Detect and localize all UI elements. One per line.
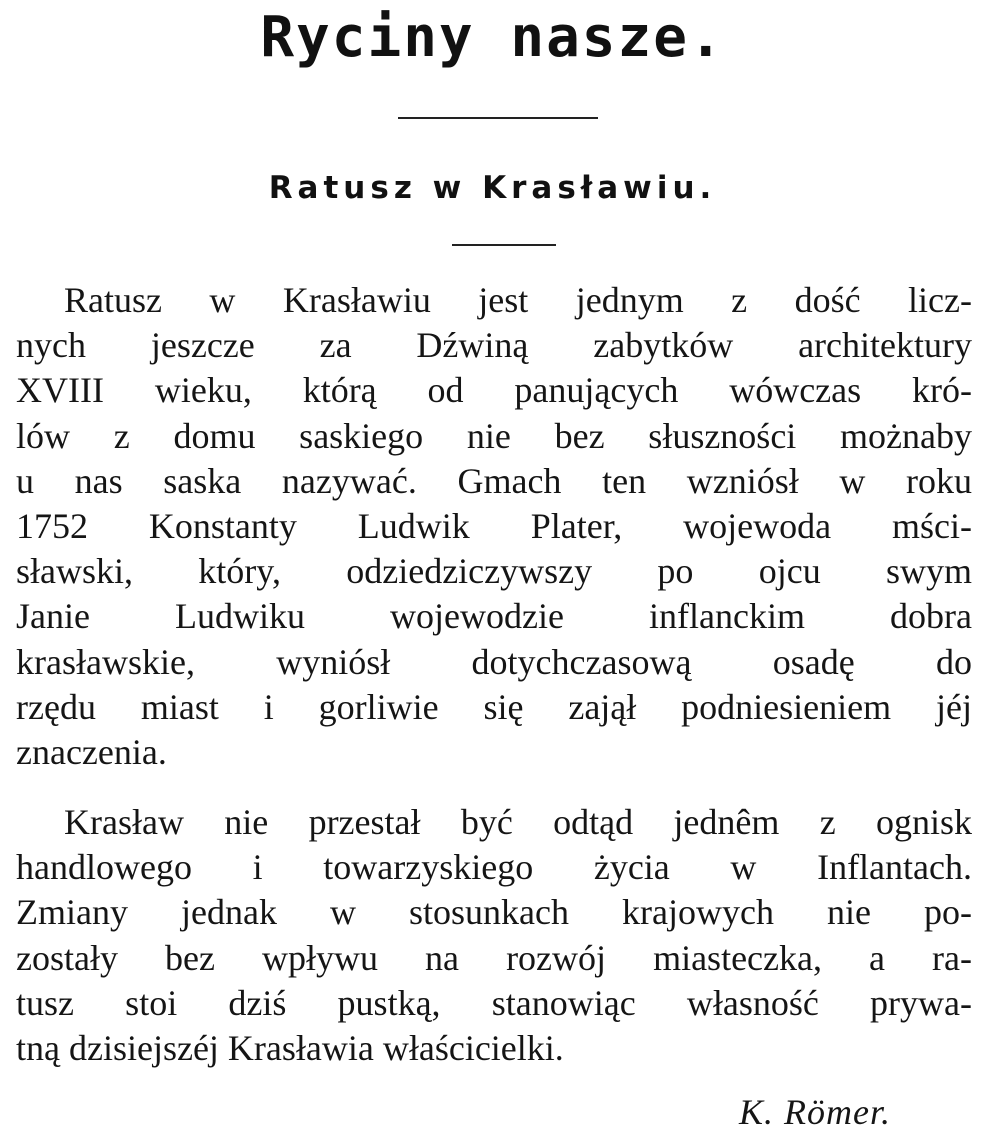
text-line: znaczenia. bbox=[16, 732, 167, 773]
text-line: u nas saska nazywać. Gmach ten wzniósł w roku bbox=[16, 460, 972, 501]
text-line: krasławskie, wyniósł dotychczasową osadę do bbox=[16, 641, 972, 682]
text-line: lów z domu saskiego nie bez słuszności możnaby bbox=[16, 415, 972, 456]
text-line: zostały bez wpływu na rozwój miasteczka, a ra- bbox=[16, 937, 972, 978]
author-signature: K. Römer. bbox=[739, 1092, 891, 1132]
text-line: tną dzisiejszéj Krasławia właścicielki. bbox=[16, 1028, 564, 1069]
article-title: Ratusz w Krasławiu. bbox=[268, 170, 717, 206]
text-line: Krasław nie przestał być odtąd jednêm z ognisk bbox=[64, 802, 972, 842]
title-divider bbox=[398, 117, 598, 119]
article-title-divider bbox=[452, 244, 556, 246]
text-line: handlowego i towarzyskiego życia w Inflantach. bbox=[16, 847, 972, 888]
section-title: Ryciny nasze. bbox=[260, 5, 725, 70]
text-line: Ratusz w Krasławiu jest jednym z dość licz- bbox=[64, 280, 972, 320]
paragraph-1 bbox=[16, 278, 972, 775]
text-line: 1752 Konstanty Ludwik Plater, wojewoda mści- bbox=[16, 506, 972, 547]
text-line: Janie Ludwiku wojewodzie inflanckim dobra bbox=[16, 596, 972, 637]
text-line: Zmiany jednak w stosunkach krajowych nie po- bbox=[16, 892, 972, 933]
text-line: XVIII wieku, którą od panujących wówczas kró- bbox=[16, 370, 972, 411]
text-line: tusz stoi dziś pustką, stanowiąc własność prywa- bbox=[16, 982, 972, 1023]
paragraph-2 bbox=[16, 800, 972, 1071]
text-line: rzędu miast i gorliwie się zajął podniesieniem jéj bbox=[16, 686, 972, 727]
text-line: sławski, który, odziedziczywszy po ojcu swym bbox=[16, 551, 972, 592]
text-line: nych jeszcze za Dźwiną zabytków architektury bbox=[16, 325, 972, 366]
